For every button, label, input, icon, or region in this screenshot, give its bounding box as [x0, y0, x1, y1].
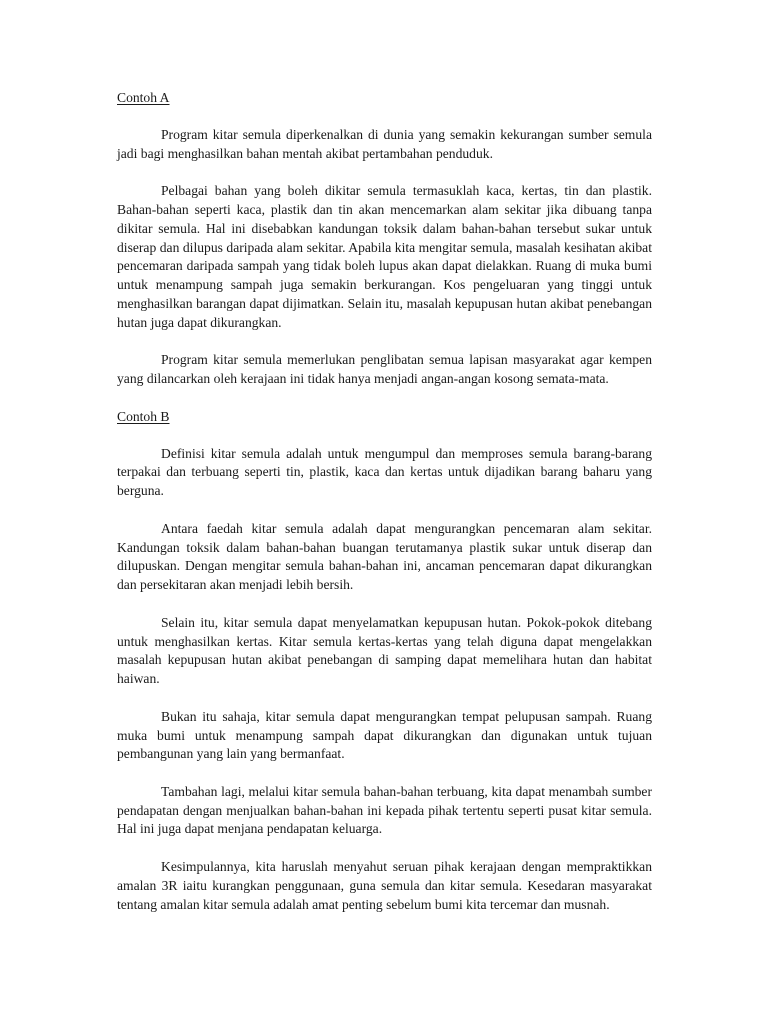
paragraph: Selain itu, kitar semula dapat menyelamatkan kepupusan hutan. Pokok-pokok ditebang untuk menghasilkan kertas. Kitar semula kertas-kertas yang telah diguna dapat mengelakkan masalah kepupusan hutan akibat penebangan di samping dapat memelihara hutan dan habitat haiwan. — [117, 614, 652, 687]
paragraph: Kesimpulannya, kita haruslah menyahut seruan pihak kerajaan dengan mempraktikkan amalan 3R iaitu kurangkan penggunaan, guna semula dan kitar semula. Kesedaran masyarakat tentang amalan kitar semula adalah amat penting sebelum bumi kita tercemar dan musnah. — [117, 859, 652, 912]
paragraph: Bukan itu sahaja, kitar semula dapat mengurangkan tempat pelupusan sampah. Ruang muka bumi untuk menampung sampah dapat dikurangkan dan digunakan untuk tujuan pembangunan yang lain yang bermanfaat. — [117, 708, 652, 762]
section-contoh-b — [117, 408, 652, 915]
paragraph: Program kitar semula memerlukan penglibatan semua lapisan masyarakat agar kempen yang dilancarkan oleh kerajaan ini tidak hanya menjadi angan-angan kosong semata-mata. — [117, 352, 652, 387]
paragraph: Definisi kitar semula adalah untuk mengumpul dan memproses semula barang-barang terpakai dan terbuang seperti tin, plastik, kaca dan kertas untuk dijadikan barang baharu yang berguna. — [117, 445, 652, 499]
section-heading: Contoh B — [117, 408, 170, 424]
section-contoh-a — [117, 89, 652, 389]
paragraph: Antara faedah kitar semula adalah dapat mengurangkan pencemaran alam sekitar. Kandungan toksik dalam bahan-bahan buangan terutamanya plastik sukar untuk diserap dan dilupuskan. Dengan mengitar semula bahan-bahan ini, ancaman pencemaran dapat dikurangkan dan persekitaran akan menjadi lebih bersih. — [117, 520, 652, 593]
paragraph: Pelbagai bahan yang boleh dikitar semula termasuklah kaca, kertas, tin dan plastik. Bahan-bahan seperti kaca, plastik dan tin akan mencemarkan alam sekitar jika dibuang tanpa dikitar semula. Hal ini disebabkan kandungan toksik dalam bahan-bahan tersebut sukar untuk diserap dan dilupus daripada alam sekitar. Apabila kita mengitar semula, masalah kesihatan akibat pencemaran daripada sampah yang tidak boleh lupus akan dapat dielakkan. Ruang di muka bumi untuk menampung sampah juga semakin berkurangan. Kos pengeluaran yang tinggi untuk menghasilkan barangan dapat dijimatkan. Selain itu, masalah kepupusan hutan akibat penebangan hutan juga dapat dikurangkan. — [117, 183, 652, 330]
paragraph: Program kitar semula diperkenalkan di dunia yang semakin kekurangan sumber semula jadi bagi menghasilkan bahan mentah akibat pertambahan penduduk. — [117, 126, 652, 161]
document-page — [117, 89, 652, 933]
section-heading: Contoh A — [117, 90, 170, 105]
paragraph: Tambahan lagi, melalui kitar semula bahan-bahan terbuang, kita dapat menambah sumber pendapatan dengan menjualkan bahan-bahan ini kepada pihak tertentu seperti pusat kitar semula. Hal ini juga dapat menjana pendapatan keluarga. — [117, 783, 652, 837]
